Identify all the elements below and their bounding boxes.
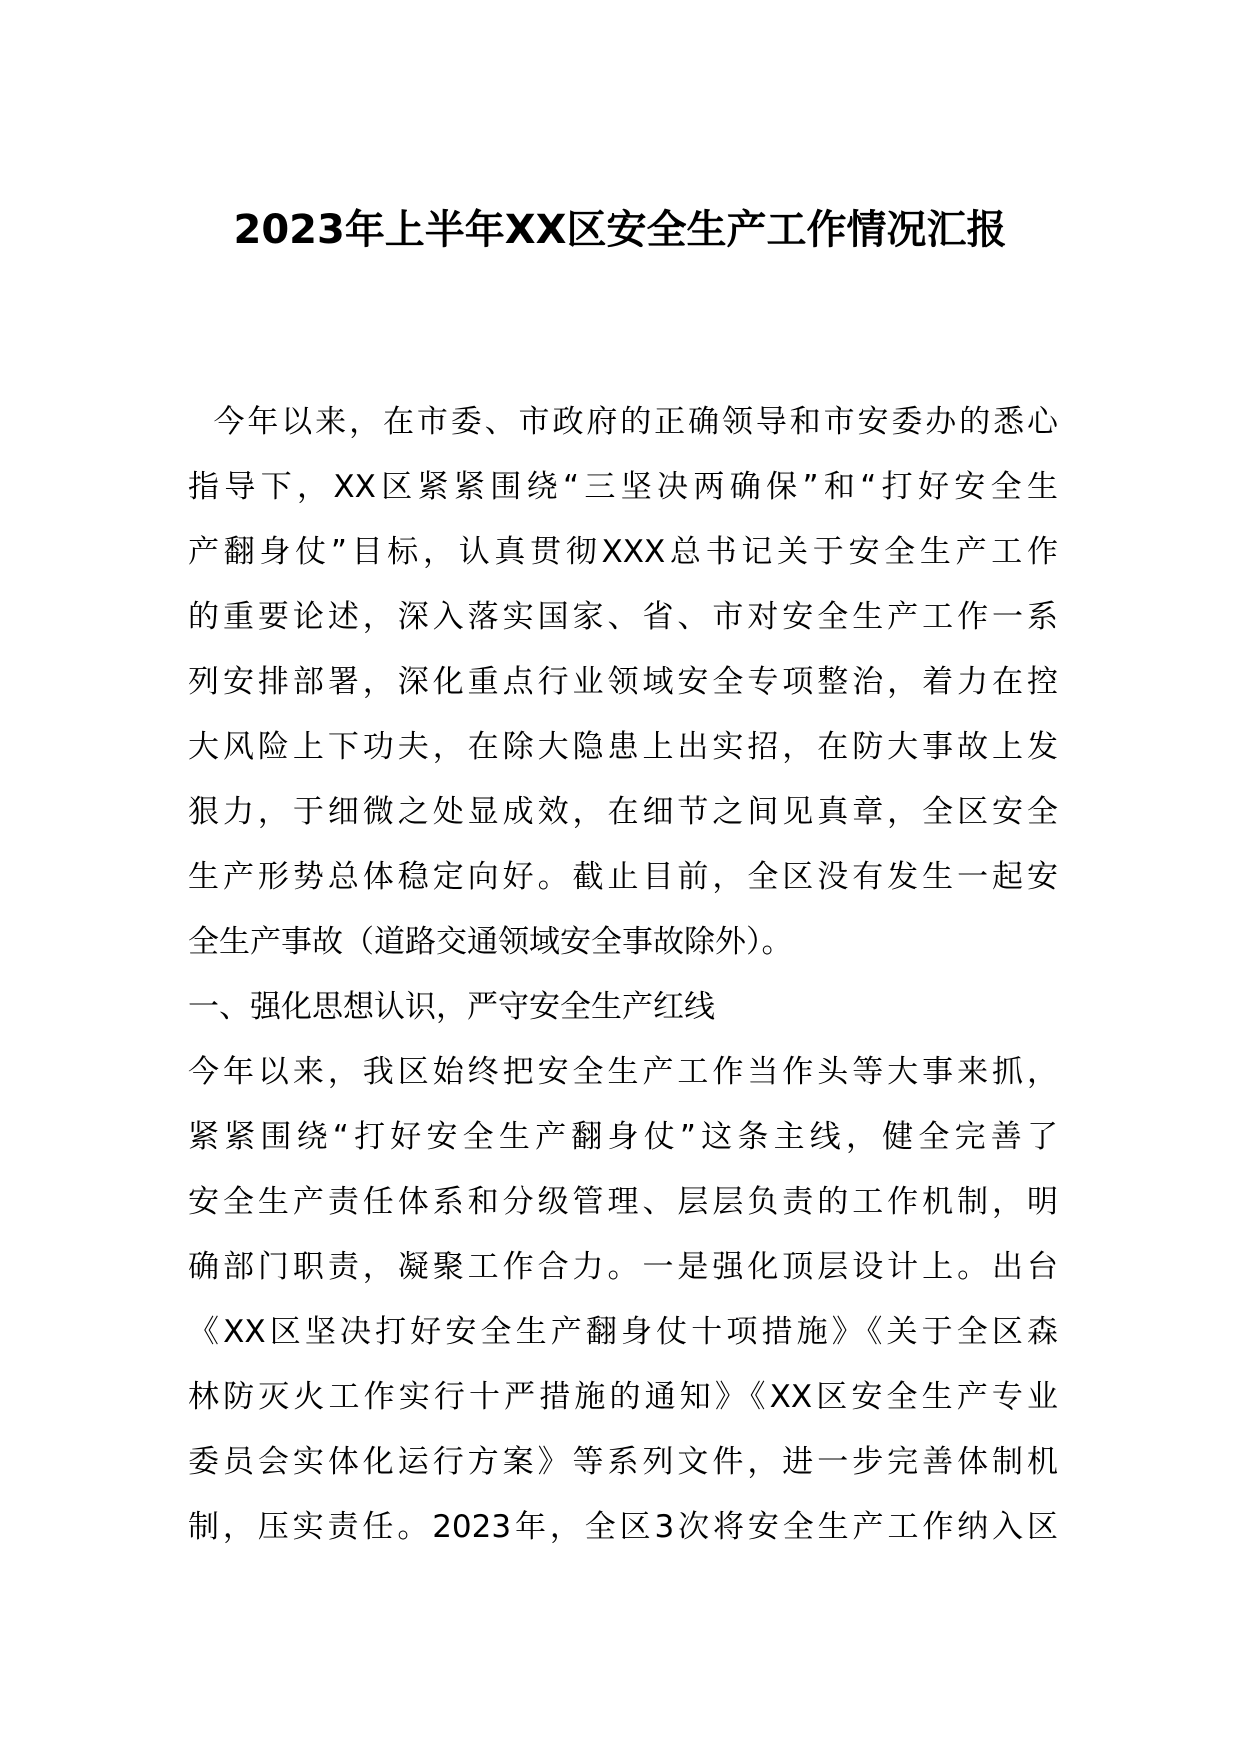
body-line: 紧紧围绕“打好安全生产翻身仗”这条主线，健全完善了 xyxy=(188,1119,1058,1155)
body-line: 狠力，于细微之处显成效，在细节之间见真章，全区安全 xyxy=(188,794,1058,830)
body-line: 确部门职责，凝聚工作合力。一是强化顶层设计上。出台 xyxy=(188,1249,1058,1285)
document-title: 2023年上半年XX区安全生产工作情况汇报 xyxy=(233,207,1007,253)
body-line: 安全生产责任体系和分级管理、层层负责的工作机制，明 xyxy=(188,1184,1058,1220)
body-line: 委员会实体化运行方案》等系列文件，进一步完善体制机 xyxy=(188,1444,1058,1480)
body-line: 林防灭火工作实行十严措施的通知》《XX区安全生产专业 xyxy=(188,1379,1058,1415)
body-line: 全生产事故（道路交通领域安全事故除外）。 xyxy=(188,924,793,960)
body-line: 生产形势总体稳定向好。截止目前，全区没有发生一起安 xyxy=(188,859,1058,895)
body-line: 的重要论述，深入落实国家、省、市对安全生产工作一系 xyxy=(188,599,1058,635)
body-line: 《XX区坚决打好安全生产翻身仗十项措施》《关于全区森 xyxy=(188,1314,1058,1350)
body-line: 今年以来，在市委、市政府的正确领导和市安委办的悉心 xyxy=(188,404,1058,440)
body-line: 产翻身仗”目标，认真贯彻XXX总书记关于安全生产工作 xyxy=(188,534,1058,570)
body-line: 制，压实责任。2023年，全区3次将安全生产工作纳入区 xyxy=(188,1509,1058,1545)
body-line: 指导下，XX区紧紧围绕“三坚决两确保”和“打好安全生 xyxy=(188,469,1058,505)
body-line: 大风险上下功夫，在除大隐患上出实招，在防大事故上发 xyxy=(188,729,1058,765)
section-heading: 一、强化思想认识，严守安全生产红线 xyxy=(188,989,715,1025)
document-body xyxy=(188,390,1058,1560)
body-line: 列安排部署，深化重点行业领域安全专项整治，着力在控 xyxy=(188,664,1058,700)
body-line: 今年以来，我区始终把安全生产工作当作头等大事来抓， xyxy=(188,1054,1058,1090)
